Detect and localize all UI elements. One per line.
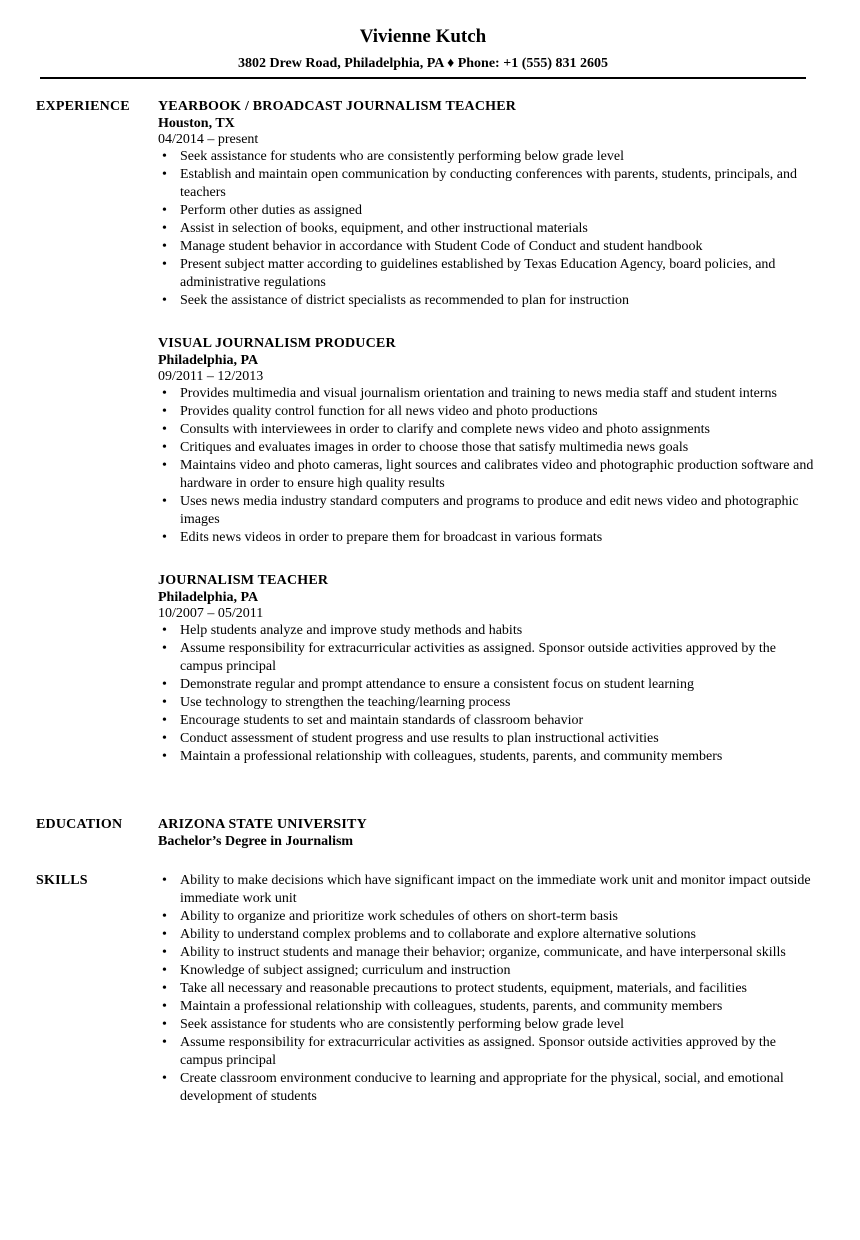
bullet-icon: • (162, 422, 167, 437)
bullet-text: Encourage students to set and maintain standards of classroom behavior (180, 713, 584, 728)
bullet-item (158, 493, 818, 529)
skills-list (158, 872, 818, 1106)
bullet-icon: • (162, 981, 167, 996)
bullet-icon: • (162, 440, 167, 455)
experience-label: EXPERIENCE (36, 99, 130, 114)
bullet-item (158, 220, 818, 238)
bullet-text: Establish and maintain open communication by conducting conferences with parents, students, principals, and teachers (180, 167, 798, 200)
bullet-icon: • (162, 203, 167, 218)
bullet-item (158, 712, 818, 730)
bullet-text: Consults with interviewees in order to clarify and complete news video and photo assignments (180, 422, 710, 437)
bullet-text: Present subject matter according to guidelines established by Texas Education Agency, board policies, and administrative regulations (180, 257, 776, 290)
bullet-item (158, 421, 818, 439)
bullet-text: Assist in selection of books, equipment, and other instructional materials (180, 221, 588, 236)
bullet-item (158, 292, 818, 310)
bullet-text: Critiques and evaluates images in order to choose those that satisfy multimedia news goals (180, 440, 689, 455)
bullet-icon: • (162, 963, 167, 978)
bullet-item (158, 238, 818, 256)
skill-text: Ability to understand complex problems and to collaborate and explore alternative solutions (180, 927, 696, 942)
bullet-icon: • (162, 873, 167, 888)
skill-item (158, 944, 818, 962)
bullet-icon: • (162, 293, 167, 308)
bullet-icon: • (162, 731, 167, 746)
bullet-text: Perform other duties as assigned (180, 203, 362, 218)
bullet-icon: • (162, 1017, 167, 1032)
bullet-text: Manage student behavior in accordance with Student Code of Conduct and student handbook (180, 239, 703, 254)
skill-item (158, 1034, 818, 1070)
job-bullets (158, 385, 818, 547)
bullet-text: Use technology to strengthen the teaching/learning process (180, 695, 511, 710)
bullet-icon: • (162, 909, 167, 924)
skill-item (158, 908, 818, 926)
skill-item (158, 962, 818, 980)
job-location: Philadelphia, PA (158, 353, 259, 368)
bullet-text: Maintains video and photo cameras, light sources and calibrates video and photographic production software and hardware in order to ensure high quality results (180, 458, 814, 491)
bullet-item (158, 622, 818, 640)
job-location: Houston, TX (158, 116, 235, 131)
resume-header (40, 26, 806, 72)
bullet-icon: • (162, 695, 167, 710)
bullet-item (158, 385, 818, 403)
degree: Bachelor’s Degree in Journalism (158, 834, 354, 849)
bullet-icon: • (162, 221, 167, 236)
bullet-item (158, 403, 818, 421)
bullet-text: Provides quality control function for all news video and photo productions (180, 404, 598, 419)
skill-text: Take all necessary and reasonable precautions to protect students, equipment, materials, and facilities (180, 981, 747, 996)
job-title: VISUAL JOURNALISM PRODUCER (158, 336, 396, 351)
contact-line: 3802 Drew Road, Philadelphia, PA ♦ Phone: +1 (555) 831 2605 (237, 56, 609, 71)
job-entry (158, 335, 818, 547)
skill-text: Ability to organize and prioritize work schedules of others on short-term basis (180, 909, 618, 924)
job-title: YEARBOOK / BROADCAST JOURNALISM TEACHER (158, 99, 517, 114)
skill-item (158, 998, 818, 1016)
bullet-icon: • (162, 458, 167, 473)
experience-body (158, 98, 818, 766)
education-body (158, 816, 818, 850)
bullet-item (158, 148, 818, 166)
bullet-item (158, 457, 818, 493)
bullet-text: Assume responsibility for extracurricular activities as assigned. Sponsor outside activities approved by the campus principal (180, 641, 777, 674)
bullet-icon: • (162, 1035, 167, 1050)
skill-text: Ability to make decisions which have significant impact on the immediate work unit and monitor impact outside immediate work unit (180, 873, 811, 906)
bullet-item (158, 202, 818, 220)
bullet-text: Conduct assessment of student progress and use results to plan instructional activities (180, 731, 659, 746)
bullet-item (158, 730, 818, 748)
skill-text: Seek assistance for students who are consistently performing below grade level (180, 1017, 624, 1032)
skill-text: Knowledge of subject assigned; curriculum and instruction (180, 963, 511, 978)
bullet-item (158, 748, 818, 766)
skill-text: Ability to instruct students and manage their behavior; organize, communicate, and have interpersonal skills (180, 945, 786, 960)
skill-item (158, 926, 818, 944)
bullet-text: Seek assistance for students who are consistently performing below grade level (180, 149, 624, 164)
job-entry (158, 572, 818, 766)
skills-label: SKILLS (36, 873, 88, 888)
job-dates: 10/2007 – 05/2011 (158, 606, 264, 621)
skill-text: Assume responsibility for extracurricular activities as assigned. Sponsor outside activities approved by the campus principal (180, 1035, 777, 1068)
skills-body (158, 872, 818, 1106)
skill-item (158, 872, 818, 908)
bullet-text: Help students analyze and improve study methods and habits (180, 623, 523, 638)
skill-item (158, 980, 818, 998)
bullet-icon: • (162, 623, 167, 638)
bullet-icon: • (162, 945, 167, 960)
bullet-icon: • (162, 239, 167, 254)
bullet-icon: • (162, 257, 167, 272)
bullet-icon: • (162, 749, 167, 764)
skill-item (158, 1016, 818, 1034)
bullet-text: Provides multimedia and visual journalism orientation and training to news media staff and student interns (180, 386, 777, 401)
bullet-icon: • (162, 149, 167, 164)
header-divider (40, 77, 806, 79)
job-title: JOURNALISM TEACHER (158, 573, 329, 588)
bullet-icon: • (162, 1071, 167, 1086)
bullet-item (158, 256, 818, 292)
bullet-text: Edits news videos in order to prepare them for broadcast in various formats (180, 530, 603, 545)
skill-item (158, 1070, 818, 1106)
bullet-item (158, 694, 818, 712)
job-entry (158, 98, 818, 310)
job-location: Philadelphia, PA (158, 590, 259, 605)
education-label: EDUCATION (36, 817, 123, 832)
job-bullets (158, 622, 818, 766)
job-dates: 04/2014 – present (158, 132, 259, 147)
bullet-text: Seek the assistance of district specialists as recommended to plan for instruction (180, 293, 630, 308)
bullet-item (158, 166, 818, 202)
skill-text: Create classroom environment conducive to learning and appropriate for the physical, social, and emotional development of students (180, 1071, 784, 1104)
job-bullets (158, 148, 818, 310)
bullet-item (158, 640, 818, 676)
bullet-icon: • (162, 494, 167, 509)
bullet-icon: • (162, 386, 167, 401)
bullet-icon: • (162, 999, 167, 1014)
bullet-text: Maintain a professional relationship with colleagues, students, parents, and community members (180, 749, 723, 764)
bullet-icon: • (162, 404, 167, 419)
bullet-icon: • (162, 927, 167, 942)
bullet-item (158, 529, 818, 547)
bullet-item (158, 439, 818, 457)
bullet-text: Demonstrate regular and prompt attendance to ensure a consistent focus on student learning (180, 677, 694, 692)
bullet-icon: • (162, 713, 167, 728)
candidate-name: Vivienne Kutch (359, 26, 487, 47)
job-dates: 09/2011 – 12/2013 (158, 369, 264, 384)
bullet-icon: • (162, 530, 167, 545)
bullet-icon: • (162, 641, 167, 656)
skill-text: Maintain a professional relationship with colleagues, students, parents, and community members (180, 999, 723, 1014)
bullet-text: Uses news media industry standard computers and programs to produce and edit news video and photographic images (180, 494, 799, 527)
bullet-item (158, 676, 818, 694)
school-name: ARIZONA STATE UNIVERSITY (158, 817, 367, 832)
bullet-icon: • (162, 677, 167, 692)
bullet-icon: • (162, 167, 167, 182)
